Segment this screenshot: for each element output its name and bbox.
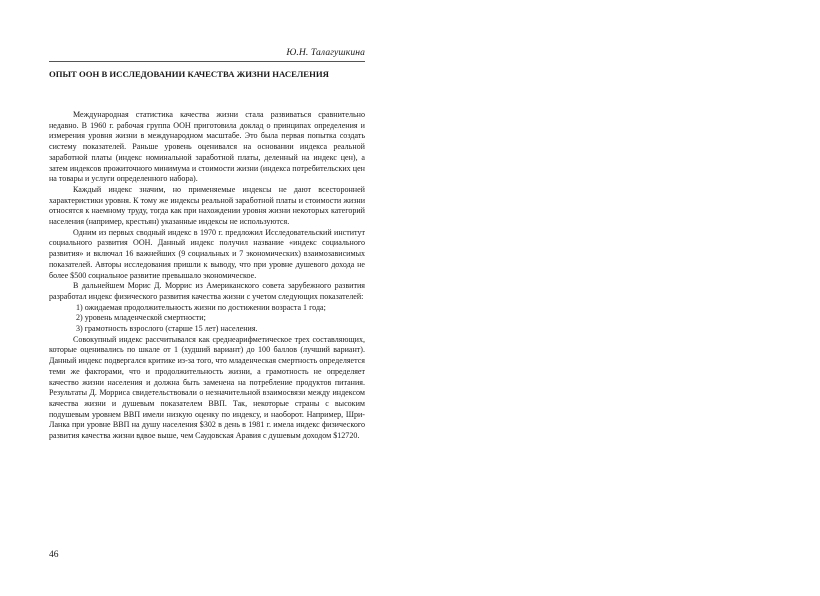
- list-item: 2) уровень младенческой смертности;: [76, 313, 206, 323]
- list-item: 3) грамотность взрослого (старше 15 лет) населения.: [76, 324, 258, 334]
- paragraph: Международная статистика качества жизни стала развиваться сравнительно недавно. В 1960 г. рабочая группа ООН приготовила доклад о принципах определения и измерения уровня жизни в международном масштабе. Это была первая попытка создать систему показателей. Раньше уровень оценивался на основании индекса реальной заработной платы (индекс номинальной заработной платы, деленный на индекс цен), а затем индексов прожиточного минимума и стоимости жизни (индекса потребительских цен на товары и услуги определенного набора).: [49, 110, 365, 184]
- paragraph: Одним из первых сводный индекс в 1970 г. предложил Исследовательский институт социального развития ООН. Данный индекс получил название «индекс социального развития» и включал 16 важнейших (9 социальных и 7 экономических) взаимозависимых показателей. Авторы исследования пришли к выводу, что при уровне душевого дохода не более $500 социальное развитие превышало экономическое.: [49, 227, 365, 280]
- article-title: ОПЫТ ООН В ИССЛЕДОВАНИИ КАЧЕСТВА ЖИЗНИ НАСЕЛЕНИЯ: [49, 69, 329, 79]
- page-number: 46: [49, 550, 59, 560]
- paragraph: Каждый индекс значим, но применяемые индексы не дают всесторонней характеристики уровня. К тому же индексы реальной заработной платы и стоимости жизни относятся к наемному труду, тогда как при нахождении уровня жизни некоторых категорий населения (например, крестьян) указанные индексы не используются.: [49, 184, 365, 227]
- paragraph: В дальнейшем Морис Д. Моррис из Американского совета зарубежного развития разработал индекс физического развития качества жизни с учетом следующих показателей:: [49, 281, 365, 301]
- header-divider: [49, 61, 365, 62]
- running-header-author: Ю.Н. Талагушкина: [286, 47, 365, 58]
- paragraph: Совокупный индекс рассчитывался как среднеарифметическое трех составляющих, которые оценивались по шкале от 1 (худший вариант) до 100 баллов (лучший вариант). Данный индекс подвергался критике из-за того, что младенческая смертность определяется теми же факторами, что и продолжительность жизни, а грамотность не определяет качество жизни населения и должна быть заменена на потребление продуктов питания. Результаты Д. Морриса свидетельствовали о незначительной взаимосвязи между индексом качества жизни и душевым показателем ВВП. Так, некоторые страны с высоким подушевым уровнем ВВП имели низкую оценку по индексу, и наоборот. Например, Шри-Ланка при уровне ВВП на душу населения $302 в день в 1981 г. имела индекс физического развития качества жизни вдвое выше, чем Саудовская Аравия с душевым доходом $12720.: [49, 334, 365, 441]
- article-body: [49, 110, 365, 442]
- list-item: 1) ожидаемая продолжительность жизни по достижении возраста 1 года;: [76, 302, 326, 312]
